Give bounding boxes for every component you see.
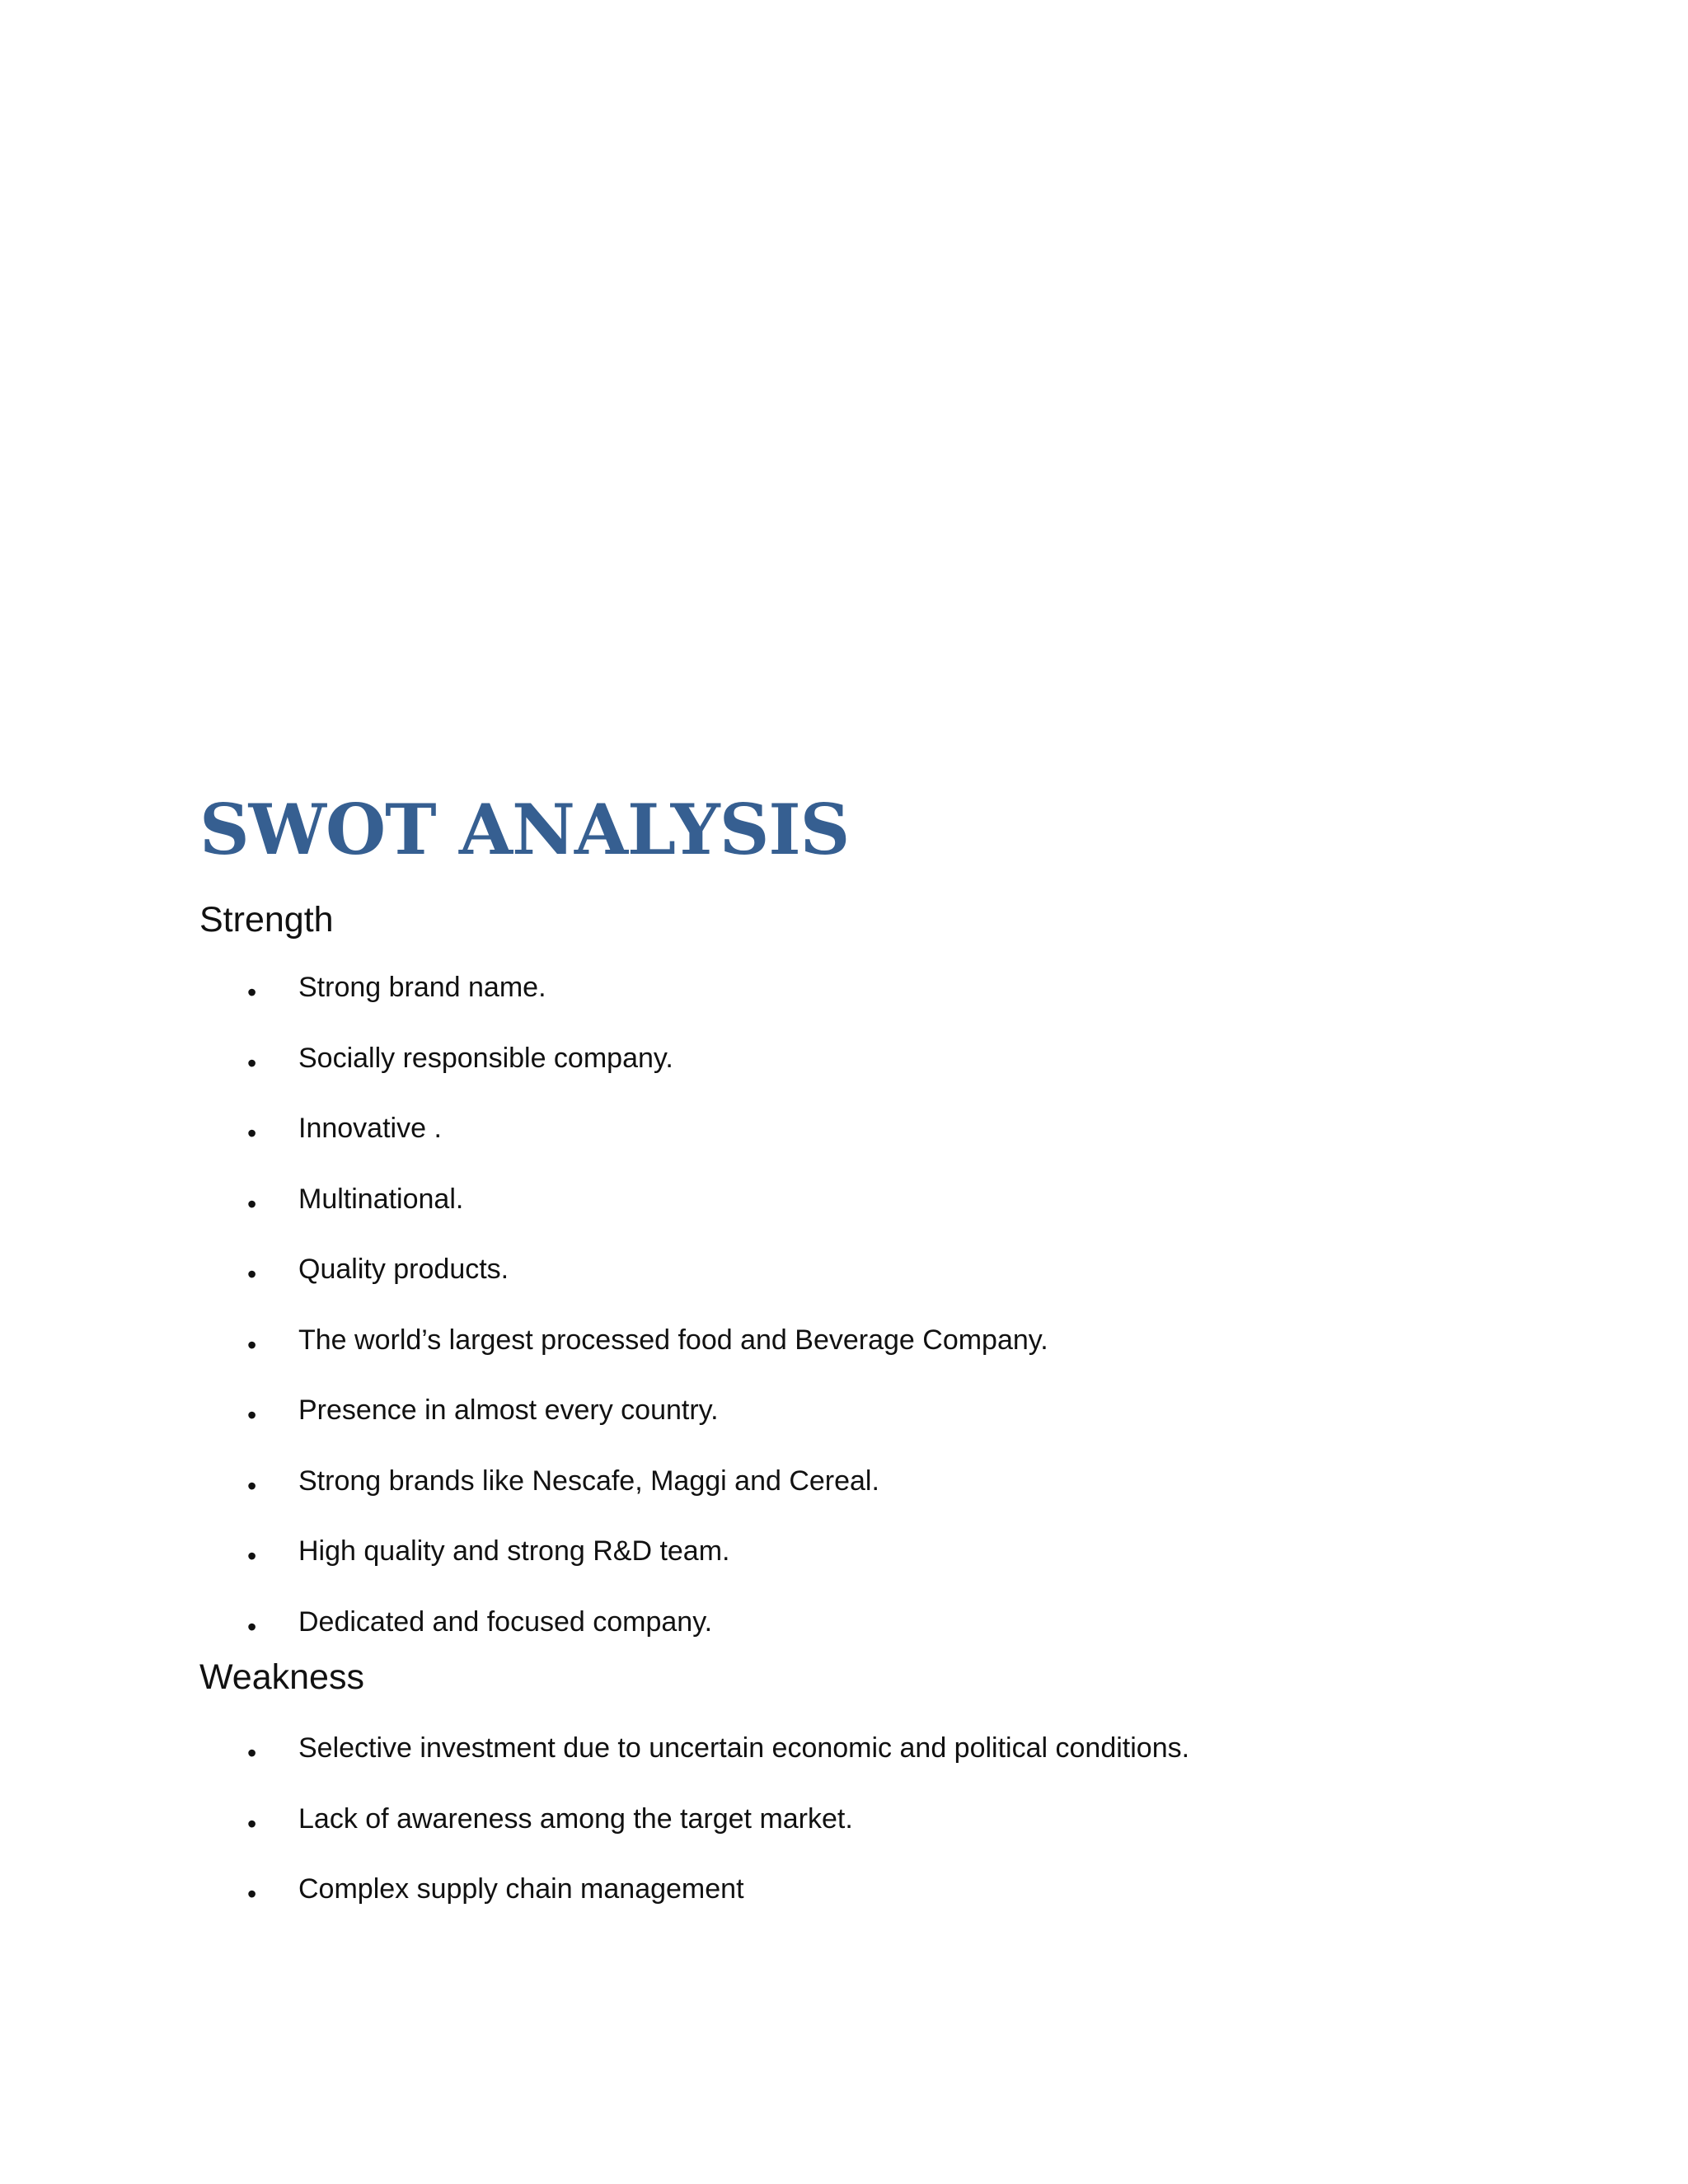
list-item-text: Lack of awareness among the target market. <box>298 1802 853 1835</box>
section-heading-weakness: Weakness <box>199 1657 364 1697</box>
bullet-icon: • <box>247 1808 257 1839</box>
bullet-icon: • <box>247 1470 257 1501</box>
list-item <box>199 1605 1559 1676</box>
bullet-icon: • <box>247 1400 257 1430</box>
list-item <box>199 1802 1559 1873</box>
list-item <box>199 1394 1559 1465</box>
list-item <box>199 1535 1559 1605</box>
bullet-icon: • <box>247 977 257 1007</box>
list-item-text: Multinational. <box>298 1183 464 1215</box>
list-item-text: Socially responsible company. <box>298 1042 673 1074</box>
section-heading-strength: Strength <box>199 900 334 940</box>
list-item <box>199 1872 1559 1943</box>
list-item-text: Innovative . <box>298 1113 442 1144</box>
list-item <box>199 1183 1559 1254</box>
bullet-icon: • <box>247 1879 257 1909</box>
list-item-text: Quality products. <box>298 1254 509 1285</box>
list-item <box>199 1112 1559 1183</box>
list-item-text: Strong brands like Nescafe, Maggi and Cereal. <box>298 1465 879 1497</box>
list-item-text: The world’s largest processed food and Beverage Company. <box>298 1324 1048 1356</box>
list-item <box>199 1042 1559 1113</box>
list-item <box>199 1253 1559 1324</box>
strength-list <box>199 971 1559 1675</box>
list-item <box>199 1324 1559 1394</box>
list-item-text: High quality and strong R&D team. <box>298 1535 730 1567</box>
list-item-text: Presence in almost every country. <box>298 1394 719 1426</box>
document-content <box>199 789 1559 1943</box>
list-item <box>199 1465 1559 1535</box>
list-item <box>199 1732 1559 1802</box>
bullet-icon: • <box>247 1329 257 1360</box>
bullet-icon: • <box>247 1611 257 1642</box>
document-title: SWOT ANALYSIS <box>199 789 850 870</box>
list-item-text: Dedicated and focused company. <box>298 1605 713 1638</box>
list-item-text: Strong brand name. <box>298 972 546 1003</box>
bullet-icon: • <box>247 1259 257 1289</box>
list-item-text: Complex supply chain management <box>298 1873 744 1905</box>
bullet-icon: • <box>247 1118 257 1148</box>
list-item <box>199 971 1559 1042</box>
bullet-icon: • <box>247 1541 257 1571</box>
bullet-icon: • <box>247 1738 257 1768</box>
weakness-list <box>199 1732 1559 1943</box>
bullet-icon: • <box>247 1047 257 1078</box>
bullet-icon: • <box>247 1188 257 1219</box>
list-item-text: Selective investment due to uncertain economic and political conditions. <box>298 1732 1190 1764</box>
